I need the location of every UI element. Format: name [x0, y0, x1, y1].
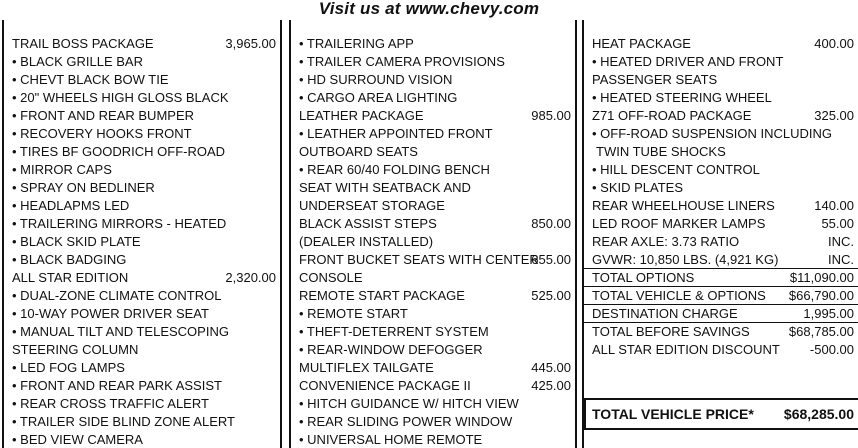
line-item-label: • BED VIEW CAMERA: [12, 432, 143, 447]
line-item-label: GVWR: 10,850 LBS. (4,921 KG): [592, 252, 779, 267]
line-item: [4, 359, 280, 377]
line-item-label: • HEATED STEERING WHEEL: [592, 90, 772, 105]
website-banner: Visit us at www.chevy.com: [318, 0, 540, 18]
line-item: [4, 233, 280, 251]
line-item-label: OUTBOARD SEATS: [299, 144, 418, 159]
line-item-label: LEATHER PACKAGE: [299, 108, 424, 123]
line-item: [584, 107, 858, 125]
line-item-label: • HEATED DRIVER AND FRONT: [592, 54, 784, 69]
line-item-label: TOTAL VEHICLE & OPTIONS: [592, 288, 766, 303]
line-item: [291, 341, 575, 359]
line-item-label: • REAR-WINDOW DEFOGGER: [299, 342, 483, 357]
line-item: [4, 341, 280, 359]
line-item-label: • TRAILERING APP: [299, 36, 414, 51]
line-item: [4, 143, 280, 161]
line-item-label: • FRONT AND REAR PARK ASSIST: [12, 378, 222, 393]
line-item: [291, 251, 575, 269]
line-item-label: • HITCH GUIDANCE W/ HITCH VIEW: [299, 396, 519, 411]
line-item-label: • FRONT AND REAR BUMPER: [12, 108, 194, 123]
line-item-label: MULTIFLEX TAILGATE: [299, 360, 434, 375]
line-item-price: 850.00: [531, 216, 571, 231]
line-item: [291, 107, 575, 125]
line-item: [291, 323, 575, 341]
line-item: [4, 377, 280, 395]
line-item-price: INC.: [828, 252, 854, 267]
line-item-price: 985.00: [531, 108, 571, 123]
line-item-price: 2,320.00: [225, 270, 276, 285]
line-item: [291, 215, 575, 233]
line-item: [4, 431, 280, 448]
line-item-price: 425.00: [531, 378, 571, 393]
line-item-label: DESTINATION CHARGE: [592, 306, 738, 321]
line-item-label: • HEADLAPMS LED: [12, 198, 130, 213]
line-item: [291, 305, 575, 323]
line-item-price: 445.00: [531, 360, 571, 375]
line-item: [4, 323, 280, 341]
line-item-label: • 10-WAY POWER DRIVER SEAT: [12, 306, 209, 321]
line-item: [291, 359, 575, 377]
line-item: [291, 233, 575, 251]
total-vehicle-price-box: [584, 398, 858, 430]
line-item-price: $11,090.00: [789, 270, 854, 285]
line-item-label: TOTAL OPTIONS: [592, 270, 695, 285]
line-item-label: (DEALER INSTALLED): [299, 234, 434, 249]
line-item: [4, 71, 280, 89]
line-item-label: • HILL DESCENT CONTROL: [592, 162, 760, 177]
options-column-3: [582, 20, 858, 448]
line-item: [4, 251, 280, 269]
line-item: [4, 269, 280, 287]
line-item-label: • SKID PLATES: [592, 180, 684, 195]
line-item-label: • DUAL-ZONE CLIMATE CONTROL: [12, 288, 222, 303]
line-item-label: • REAR 60/40 FOLDING BENCH: [299, 162, 490, 177]
line-item-label: • BLACK BADGING: [12, 252, 127, 267]
line-item: [4, 89, 280, 107]
line-item-price: 655.00: [531, 252, 571, 267]
line-item-price: -500.00: [809, 342, 854, 357]
line-item: [291, 161, 575, 179]
line-item: [584, 53, 858, 71]
line-item-label: CONSOLE: [299, 270, 363, 285]
line-item: [291, 269, 575, 287]
line-item: [291, 71, 575, 89]
options-column-1: [2, 20, 282, 448]
line-item: [584, 269, 858, 287]
line-item: [291, 395, 575, 413]
line-item: [4, 287, 280, 305]
line-item-label: ALL STAR EDITION DISCOUNT: [592, 342, 780, 357]
line-item: [584, 341, 858, 359]
total-vehicle-price-value: $68,285.00: [783, 406, 854, 422]
line-item-label: TRAIL BOSS PACKAGE: [12, 36, 154, 51]
line-item: [4, 161, 280, 179]
line-item-label: • REAR SLIDING POWER WINDOW: [299, 414, 513, 429]
line-item-label: FRONT BUCKET SEATS WITH CENTER: [299, 252, 539, 267]
line-item: [584, 287, 858, 305]
line-item: [291, 413, 575, 431]
line-item: [584, 215, 858, 233]
line-item: [4, 215, 280, 233]
line-item: [584, 35, 858, 53]
line-item-label: • HD SURROUND VISION: [299, 72, 453, 87]
total-vehicle-price-label: TOTAL VEHICLE PRICE*: [592, 406, 754, 422]
line-item-label: • BLACK GRILLE BAR: [12, 54, 143, 69]
line-item-price: 140.00: [814, 198, 854, 213]
line-item: [584, 179, 858, 197]
line-item-label: • TRAILER CAMERA PROVISIONS: [299, 54, 505, 69]
line-item: [291, 53, 575, 71]
line-item-label: REAR AXLE: 3.73 RATIO: [592, 234, 740, 249]
line-item-label: • TRAILERING MIRRORS - HEATED: [12, 216, 227, 231]
line-item-label: CONVENIENCE PACKAGE II: [299, 378, 471, 393]
line-item: [4, 395, 280, 413]
line-item: [584, 305, 858, 323]
line-item-label: TWIN TUBE SHOCKS: [596, 144, 726, 159]
line-item: [4, 413, 280, 431]
line-item: [291, 197, 575, 215]
line-item: [291, 377, 575, 395]
line-item-price: 400.00: [814, 36, 854, 51]
line-item: [584, 197, 858, 215]
line-item: [584, 71, 858, 89]
line-item: [584, 233, 858, 251]
line-item: [4, 125, 280, 143]
line-item: [4, 53, 280, 71]
line-item: [584, 143, 858, 161]
line-item-label: UNDERSEAT STORAGE: [299, 198, 445, 213]
line-item: [584, 161, 858, 179]
line-item-label: • REMOTE START: [299, 306, 408, 321]
line-item-price: $66,790.00: [788, 288, 854, 303]
line-item-label: • LED FOG LAMPS: [12, 360, 125, 375]
line-item-price: INC.: [828, 234, 854, 249]
line-item: [291, 125, 575, 143]
line-item-label: LED ROOF MARKER LAMPS: [592, 216, 766, 231]
line-item: [291, 287, 575, 305]
line-item: [291, 89, 575, 107]
options-column-2: [289, 20, 577, 448]
line-item: [584, 251, 858, 269]
line-item-price: 1,995.00: [803, 306, 854, 321]
line-item-label: REAR WHEELHOUSE LINERS: [592, 198, 775, 213]
line-item-label: • SPRAY ON BEDLINER: [12, 180, 155, 195]
line-item-label: • CARGO AREA LIGHTING: [299, 90, 458, 105]
line-item: [584, 125, 858, 143]
line-item: [4, 305, 280, 323]
line-item-label: REMOTE START PACKAGE: [299, 288, 465, 303]
line-item-label: PASSENGER SEATS: [592, 72, 718, 87]
line-item-label: • LEATHER APPOINTED FRONT: [299, 126, 493, 141]
line-item-label: BLACK ASSIST STEPS: [299, 216, 437, 231]
line-item-label: Z71 OFF-ROAD PACKAGE: [592, 108, 752, 123]
line-item-price: 525.00: [531, 288, 571, 303]
line-item: [291, 35, 575, 53]
line-item: [4, 197, 280, 215]
line-item-label: TOTAL BEFORE SAVINGS: [592, 324, 750, 339]
line-item-label: • TRAILER SIDE BLIND ZONE ALERT: [12, 414, 235, 429]
line-item-label: • MANUAL TILT AND TELESCOPING: [12, 324, 229, 339]
line-item-label: • TIRES BF GOODRICH OFF-ROAD: [12, 144, 226, 159]
line-item-label: SEAT WITH SEATBACK AND: [299, 180, 471, 195]
line-item-label: • 20" WHEELS HIGH GLOSS BLACK: [12, 90, 229, 105]
line-item-label: • OFF-ROAD SUSPENSION INCLUDING: [592, 126, 833, 141]
line-item: [584, 323, 858, 341]
line-item-label: • RECOVERY HOOKS FRONT: [12, 126, 192, 141]
line-item-label: • UNIVERSAL HOME REMOTE: [299, 432, 483, 447]
line-item-label: • CHEVT BLACK BOW TIE: [12, 72, 169, 87]
line-item-price: 325.00: [814, 108, 854, 123]
line-item-price: 3,965.00: [225, 36, 276, 51]
line-item-label: ALL STAR EDITION: [12, 270, 129, 285]
line-item-price: 55.00: [821, 216, 854, 231]
line-item: [291, 179, 575, 197]
line-item: [4, 107, 280, 125]
line-item: [291, 143, 575, 161]
line-item-price: $68,785.00: [788, 324, 854, 339]
line-item-label: HEAT PACKAGE: [592, 36, 691, 51]
line-item: [584, 89, 858, 107]
line-item-label: • THEFT-DETERRENT SYSTEM: [299, 324, 489, 339]
line-item: [4, 179, 280, 197]
line-item: [291, 431, 575, 448]
line-item-label: STEERING COLUMN: [12, 342, 139, 357]
line-item-label: • BLACK SKID PLATE: [12, 234, 141, 249]
line-item-label: • MIRROR CAPS: [12, 162, 112, 177]
line-item: [4, 35, 280, 53]
line-item-label: • REAR CROSS TRAFFIC ALERT: [12, 396, 209, 411]
